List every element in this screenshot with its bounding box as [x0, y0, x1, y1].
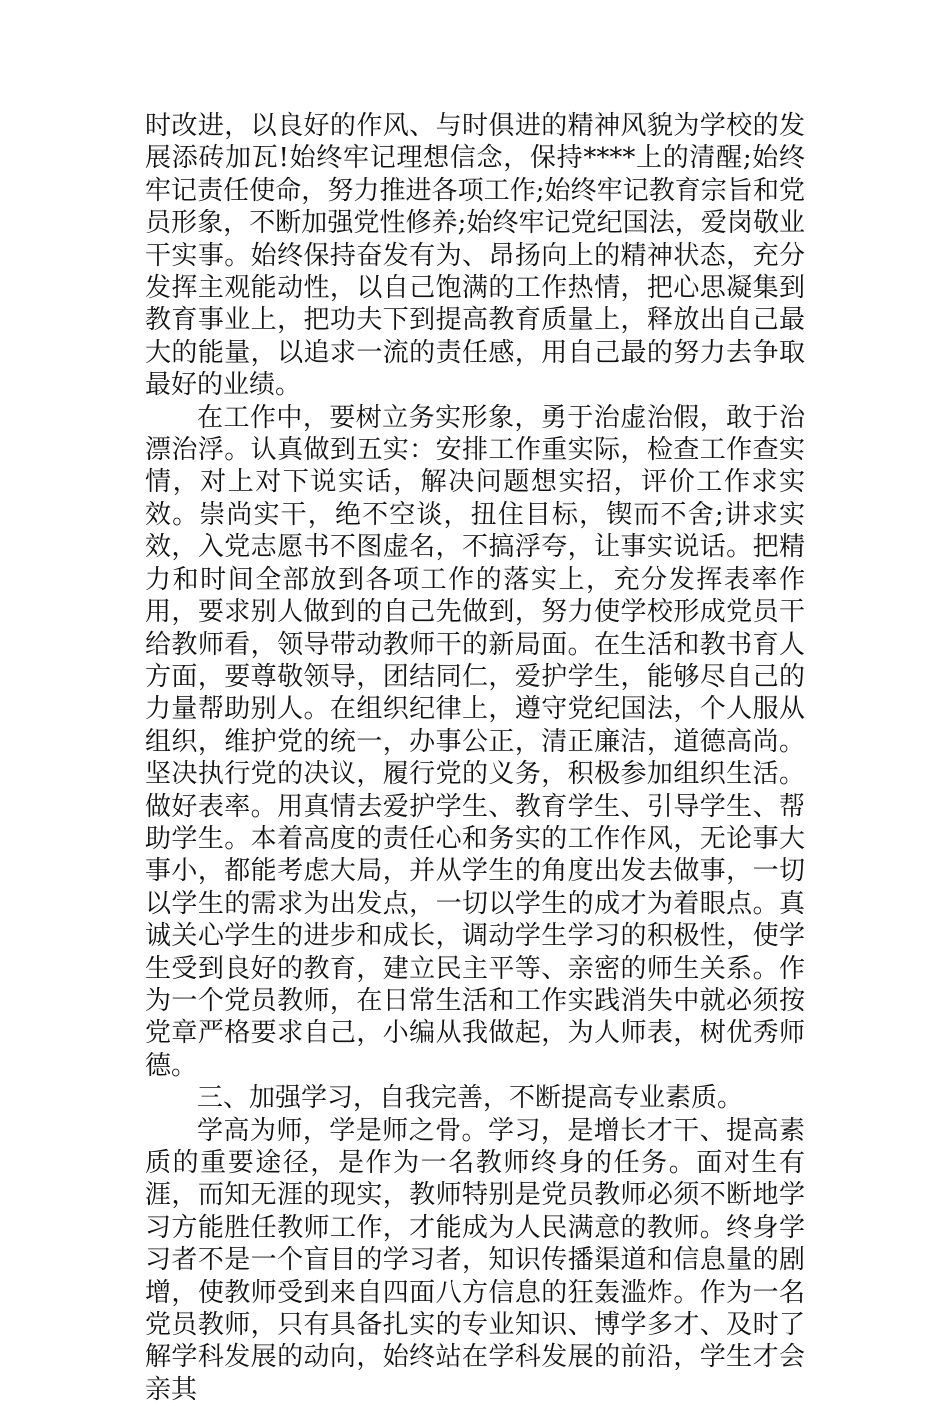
paragraph-continued: 时改进，以良好的作风、与时俱进的精神风貌为学校的发展添砖加瓦!始终牢记理想信念，保持****上的清醒;始终牢记责任使命，努力推进各项工作;始终牢记教育宗旨和党员形象，不断加强党性修养;始终牢记党纪国法，爱岗敬业干实事。始终保持奋发有为、昂扬向上的精神状态，充分发挥主观能动性，以自己饱满的工作热情，把心思凝集到教育事业上，把功夫下到提高教育质量上，释放出自己最大的能量，以追求一流的责任感，用自己最的努力去争取最好的业绩。 — [145, 111, 805, 401]
document-body — [145, 110, 805, 1406]
paragraph-study: 学高为师，学是师之骨。学习，是增长才干、提高素质的重要途径，是作为一名教师终身的任务。面对生有涯，而知无涯的现实，教师特别是党员教师必须不断地学习方能胜任教师工作，才能成为人民满意的教师。终身学习者不是一个盲目的学习者，知识传播渠道和信息量的剧增，使教师受到来自四面八方信息的狂轰滥炸。作为一名党员教师，只有具备扎实的专业知识、博学多才、及时了解学科发展的动向，始终站在学科发展的前沿，学生才会亲其 — [145, 1115, 805, 1405]
section-heading-study: 三、加强学习，自我完善，不断提高专业素质。 — [197, 1083, 744, 1114]
paragraph-work-attitude: 在工作中，要树立务实形象，勇于治虚治假，敢于治漂治浮。认真做到五实：安排工作重实际，检查工作查实情，对上对下说实话，解决问题想实招，评价工作求实效。崇尚实干，绝不空谈，扭住目标，锲而不舍;讲求实效，入党志愿书不图虚名，不搞浮夸，让事实说话。把精力和时间全部放到各项工作的落实上，充分发挥表率作用，要求别人做到的自己先做到，努力使学校形成党员干给教师看，领导带动教师干的新局面。在生活和教书育人方面，要尊敬领导，团结同仁，爱护学生，能够尽自己的力量帮助别人。在组织纪律上，遵守党纪国法，个人服从组织，维护党的统一，办事公正，清正廉洁，道德高尚。坚决执行党的决议，履行党的义务，积极参加组织生活。做好表率。用真情去爱护学生、教育学生、引导学生、帮助学生。本着高度的责任心和务实的工作作风，无论事大事小，都能考虑大局，并从学生的角度出发去做事，一切以学生的需求为出发点，一切以学生的成才为着眼点。真诚关心学生的进步和成长，调动学生学习的积极性，使学生受到良好的教育，建立民主平等、亲密的师生关系。作为一个党员教师，在日常生活和工作实践消失中就必须按党章严格要求自己，小编从我做起，为人师表，树优秀师德。 — [145, 402, 805, 1081]
